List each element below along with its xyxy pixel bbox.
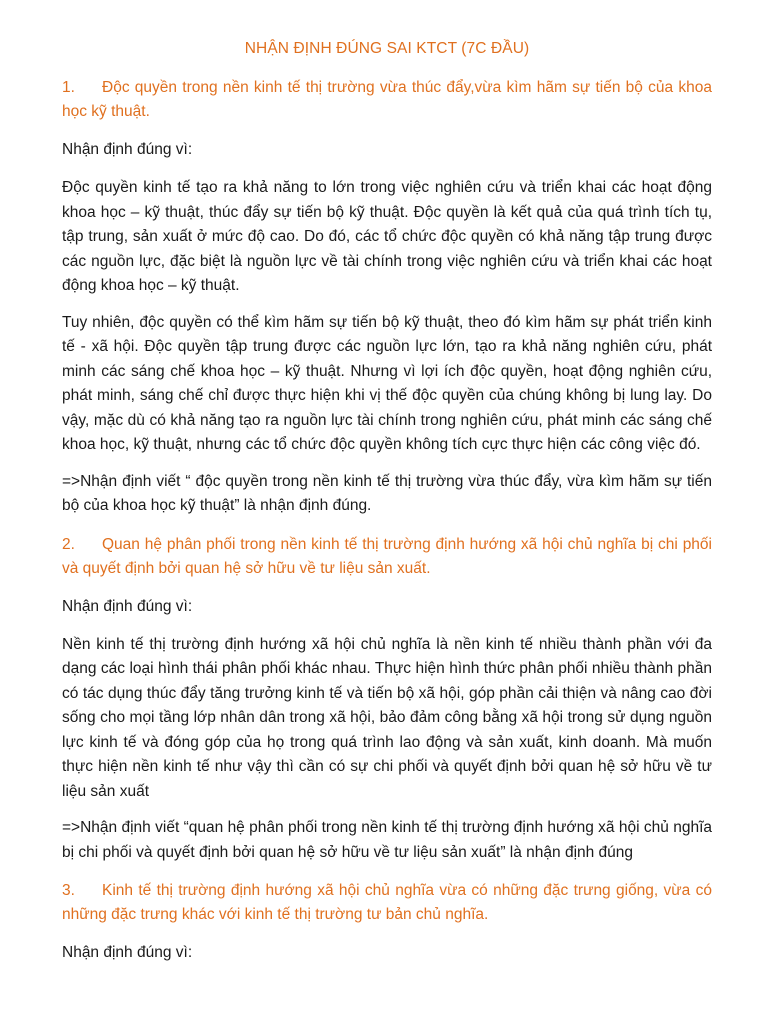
section-3-heading-text: Kinh tế thị trường định hướng xã hội chủ nghĩa vừa có những đặc trưng giống, vừa có những đặc trưng khác với kinh tế thị trường tư bản chủ nghĩa.: [62, 882, 712, 923]
section-1-number: 1.: [62, 79, 75, 96]
section-2-lead: Nhận định đúng vì:: [62, 597, 193, 615]
section-1-paragraph-2: Tuy nhiên, độc quyền có thể kìm hãm sự tiến bộ kỹ thuật, theo đó kìm hãm sự phát triển kinh tế - xã hội. Độc quyền tập trung được các nguồn lực lớn, tạo ra khả năng nghiên cứu, phát minh các sáng chế khoa học – kỹ thuật. Nhưng vì lợi ích độc quyền, hoạt động nghiên cứu, phát minh, sáng chế chỉ được thực hiện khi vị thế độc quyền của chúng không bị lung lay. Do vậy, mặc dù có khả năng tạo ra nguồn lực tài chính trong nghiên cứu, phát minh các sáng chế khoa học, kỹ thuật, nhưng các tổ chức độc quyền không tích cực thực hiện các công việc đó.: [62, 313, 712, 453]
section-1-heading-text: Độc quyền trong nền kinh tế thị trường vừa thúc đẩy,vừa kìm hãm sự tiến bộ của khoa học kỹ thuật.: [62, 79, 712, 120]
section-1-paragraph-1: Độc quyền kinh tế tạo ra khả năng to lớn trong việc nghiên cứu và triển khai các hoạt động khoa học – kỹ thuật, thúc đẩy sự tiến bộ kỹ thuật. Độc quyền là kết quả của quá trình tích tụ, tập trung, sản xuất ở mức độ cao. Do đó, các tổ chức độc quyền có khả năng tập trung được các nguồn lực, đặc biệt là nguồn lực về tài chính trong việc nghiên cứu và triển khai các hoạt động khoa học – kỹ thuật.: [62, 179, 712, 294]
section-3-heading: [62, 879, 712, 927]
section-2-number: 2.: [62, 535, 75, 553]
section-2-heading-text: Quan hệ phân phối trong nền kinh tế thị trường định hướng xã hội chủ nghĩa bị chi phối và quyết định bởi quan hệ sở hữu về tư liệu sản xuất.: [62, 535, 712, 577]
section-3-lead: Nhận định đúng vì:: [62, 944, 193, 961]
section-2-paragraph-1: Nền kinh tế thị trường định hướng xã hội chủ nghĩa là nền kinh tế nhiều thành phần với đa dạng các loại hình thái phân phối khác nhau. Thực hiện hình thức phân phối nhiều thành phần có tác dụng thúc đẩy tăng trưởng kinh tế và tiến bộ xã hội, góp phần cải thiện và nâng cao đời sống cho mọi tầng lớp nhân dân trong xã hội, bảo đảm công bằng xã hội trong sử dụng nguồn lực kinh tế và đóng góp của họ trong quá trình lao động và sản xuất, kinh doanh. Mà muốn thực hiện nền kinh tế như vậy thì cần có sự chi phối và quyết định bởi quan hệ sở hữu về tư liệu sản xuất: [62, 635, 712, 800]
section-1-conclusion: =>Nhận định viết “ độc quyền trong nền kinh tế thị trường vừa thúc đẩy, vừa kìm hãm sự tiến bộ của khoa học kỹ thuật” là nhận định đúng.: [62, 472, 712, 514]
section-2-conclusion: =>Nhận định viết “quan hệ phân phối trong nền kinh tế thị trường định hướng xã hội chủ nghĩa bị chi phối và quyết định bởi quan hệ sở hữu về tư liệu sản xuất” là nhận định đúng: [62, 819, 712, 861]
section-1-heading: [62, 76, 712, 124]
section-2-heading: [62, 533, 712, 581]
document-title: NHẬN ĐỊNH ĐÚNG SAI KTCT (7C ĐẦU): [244, 40, 530, 57]
section-3-number: 3.: [62, 882, 75, 899]
section-1-lead: Nhận định đúng vì:: [62, 141, 193, 158]
